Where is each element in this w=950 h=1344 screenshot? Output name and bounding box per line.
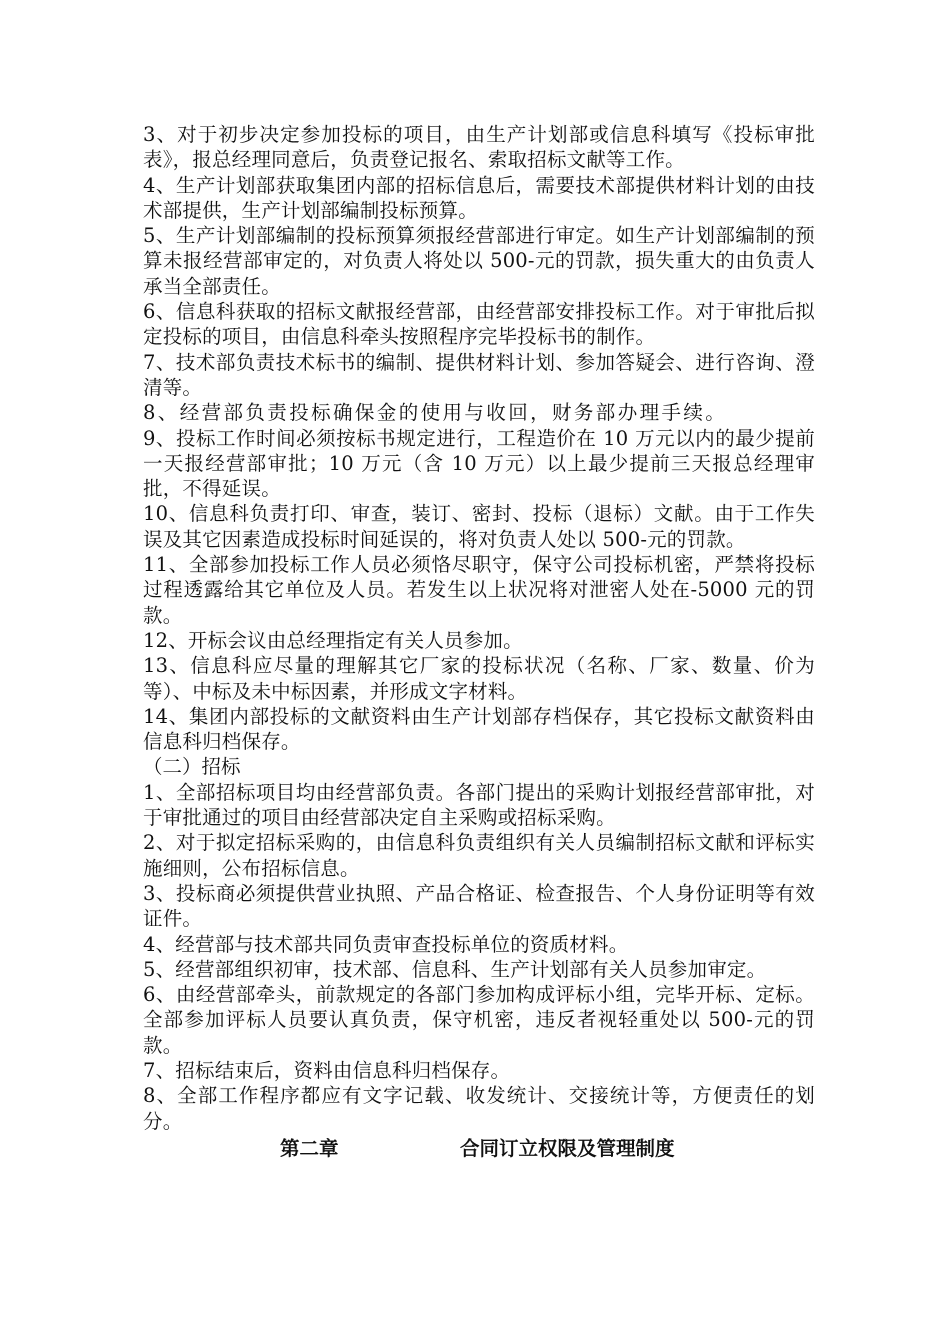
bidding-item-14: 14、集团内部投标的文献资料由生产计划部存档保存，其它投标文献资料由信息科归档保存。: [143, 704, 815, 754]
chapter-heading: [143, 1136, 815, 1161]
bidding-item-6: 6、信息科获取的招标文献报经营部，由经营部安排投标工作。对于审批后拟定投标的项目，由信息科牵头按照程序完毕投标书的制作。: [143, 300, 815, 349]
bidding-item-7: 7、技术部负责技术标书的编制、提供材料计划、参加答疑会、进行咨询、澄清等。: [143, 350, 815, 399]
bidding-item-9: 9、投标工作时间必须按标书规定进行，工程造价在 10 万元以内的最少提前一天报经营部审批；10 万元（含 10 万元）以上最少提前三天报总经理审批，不得延误。: [143, 426, 815, 501]
tender-item-3: 3、投标商必须提供营业执照、产品合格证、检查报告、个人身份证明等有效证件。: [143, 881, 815, 931]
document-page: [143, 122, 815, 1161]
tender-item-6: 6、由经营部牵头，前款规定的各部门参加构成评标小组，完毕开标、定标。全部参加评标人员要认真负责，保守机密，违反者视轻重处以 500-元的罚款。: [143, 983, 815, 1057]
bidding-item-8: 8、经营部负责投标确保金的使用与收回，财务部办理手续。: [143, 401, 728, 425]
tender-item-5: 5、经营部组织初审，技术部、信息科、生产计划部有关人员参加审定。: [143, 957, 767, 981]
bidding-item-4: 4、生产计划部获取集团内部的招标信息后，需要技术部提供材料计划的由技术部提供，生产计划部编制投标预算。: [143, 173, 815, 222]
tender-item-1: 1、全部招标项目均由经营部负责。各部门提出的采购计划报经营部审批，对于审批通过的项目由经营部决定自主采购或招标采购。: [143, 780, 815, 830]
bidding-item-13: 13、信息科应尽量的理解其它厂家的投标状况（名称、厂家、数量、价为等）、中标及未中标因素，并形成文字材料。: [143, 654, 815, 703]
tender-item-2: 2、对于拟定招标采购的，由信息科负责组织有关人员编制招标文献和评标实施细则，公布招标信息。: [143, 831, 815, 880]
chapter-title: 合同订立权限及管理制度: [460, 1136, 675, 1160]
chapter-number: 第二章: [280, 1136, 339, 1160]
bidding-item-3: 3、对于初步决定参加投标的项目，由生产计划部或信息科填写《投标审批表》，报总经理同意后，负责登记报名、索取招标文献等工作。: [143, 123, 815, 172]
tender-item-4: 4、经营部与技术部共同负责审查投标单位的资质材料。: [143, 932, 629, 956]
bidding-item-12: 12、开标会议由总经理指定有关人员参加。: [143, 628, 523, 652]
tender-item-7: 7、招标结束后，资料由信息科归档保存。: [143, 1058, 511, 1082]
bidding-item-10: 10、信息科负责打印、审查，装订、密封、投标（退标）文献。由于工作失误及其它因素造成投标时间延误的，将对负责人处以 500-元的罚款。: [143, 502, 815, 551]
tender-item-8: 8、全部工作程序都应有文字记载、收发统计、交接统计等，方便责任的划分。: [143, 1084, 815, 1133]
bidding-item-11: 11、全部参加投标工作人员必须恪尽职守，保守公司投标机密，严禁将投标过程透露给其它单位及人员。若发生以上状况将对泄密人处在-5000 元的罚款。: [143, 553, 815, 627]
bidding-item-5: 5、生产计划部编制的投标预算须报经营部进行审定。如生产计划部编制的预算未报经营部审定的，对负责人将处以 500-元的罚款，损失重大的由负责人承当全部责任。: [143, 224, 815, 298]
tender-section-heading: （二）招标: [143, 755, 241, 779]
